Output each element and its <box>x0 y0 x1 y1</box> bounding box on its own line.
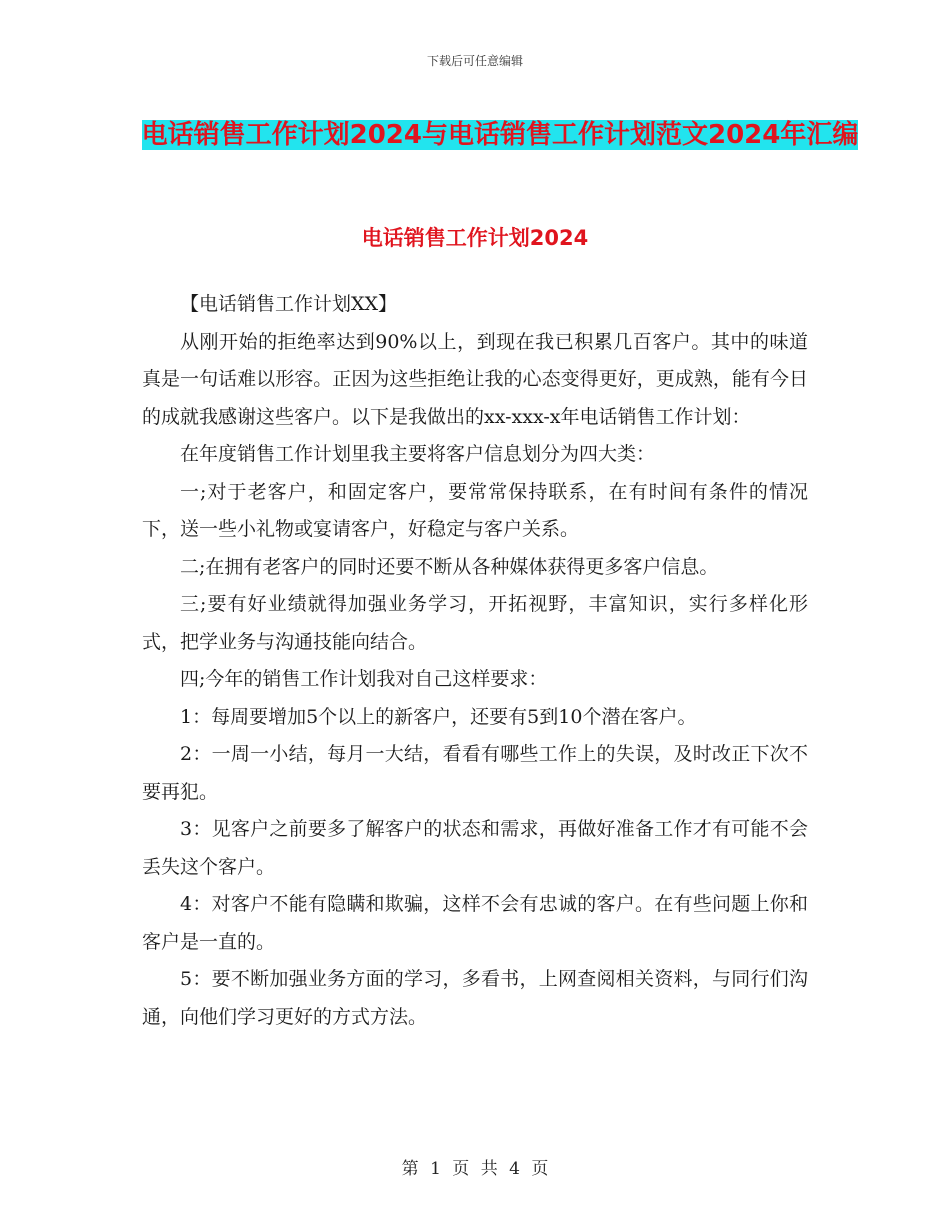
paragraph: 四;今年的销售工作计划我对自己这样要求： <box>180 668 548 690</box>
paragraph: 5：要不断加强业务方面的学习，多看书，上网查阅相关资料，与同行们沟通，向他们学习更好的方式方法。 <box>142 968 808 1028</box>
paragraph: 【电话销售工作计划XX】 <box>180 293 398 315</box>
paragraph: 4：对客户不能有隐瞒和欺骗，这样不会有忠诚的客户。在有些问题上你和客户是一直的。 <box>142 893 808 953</box>
paragraph: 2：一周一小结，每月一大结，看看有哪些工作上的失误，及时改正下次不要再犯。 <box>142 743 808 803</box>
paragraph: 在年度销售工作计划里我主要将客户信息划分为四大类： <box>180 443 656 465</box>
paragraph: 1：每周要增加5个以上的新客户，还要有5到10个潜在客户。 <box>180 705 697 728</box>
page-number-footer: 第 1 页 共 4 页 <box>401 1159 549 1179</box>
paragraph: 三;要有好业绩就得加强业务学习，开拓视野，丰富知识，实行多样化形式，把学业务与沟通技能向结合。 <box>142 593 808 653</box>
page-header-note: 下载后可任意编辑 <box>426 54 523 68</box>
paragraph: 一;对于老客户，和固定客户，要常常保持联系，在有时间有条件的情况下，送一些小礼物或宴请客户，好稳定与客户关系。 <box>142 480 808 540</box>
section-subtitle: 电话销售工作计划2024 <box>361 226 589 250</box>
paragraph: 从刚开始的拒绝率达到90%以上，到现在我已积累几百客户。其中的味道真是一句话难以形容。正因为这些拒绝让我的心态变得更好，更成熟，能有今日的成就我感谢这些客户。以下是我做出的xx-xxx-x年电话销售工作计划： <box>142 330 808 428</box>
document-title-text: 电话销售工作计划2024与电话销售工作计划范文2024年汇编 <box>141 120 859 150</box>
paragraph: 二;在拥有老客户的同时还要不断从各种媒体获得更多客户信息。 <box>180 555 719 578</box>
paragraph: 3：见客户之前要多了解客户的状态和需求，再做好准备工作才有可能不会丢失这个客户。 <box>142 818 808 878</box>
document-body <box>142 286 808 1036</box>
document-title <box>140 112 860 158</box>
